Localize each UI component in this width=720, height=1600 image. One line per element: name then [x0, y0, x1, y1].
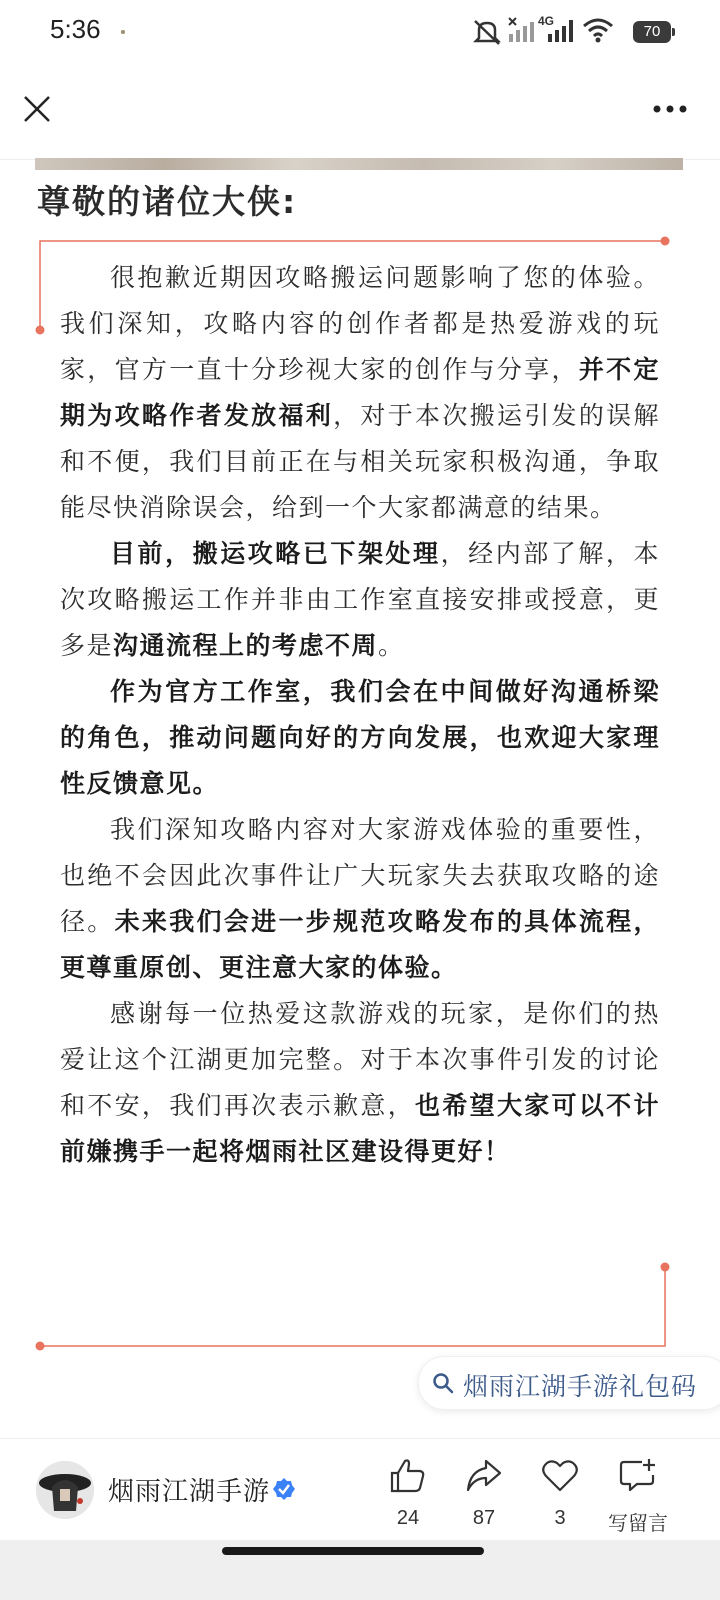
- account-name[interactable]: 烟雨江湖手游: [108, 1477, 271, 1507]
- favorite-count: 3: [554, 1507, 566, 1529]
- paragraph-bold-text: 沟通流程上的考虑不周: [113, 631, 379, 660]
- paragraph-text: 感谢每一位热爱这款游戏的玩家，是你们的热爱让这个江湖更加完整。对于本次事件引发的讨论和不安，我们再次表示歉意，: [60, 999, 660, 1120]
- avatar-image: [36, 1461, 94, 1519]
- like-count: 24: [396, 1507, 420, 1529]
- comment-label: 写留言: [608, 1513, 668, 1535]
- share-icon: [464, 1457, 504, 1495]
- paragraph-bold-text: 未来我们会进一步规范攻略发布的具体流程，更尊重原创、更注意大家的体验。: [60, 907, 660, 982]
- article-paragraph: [60, 807, 660, 991]
- favorite-button[interactable]: [530, 1457, 590, 1530]
- account-avatar[interactable]: [36, 1461, 94, 1519]
- paragraph-text: 。: [378, 631, 405, 660]
- article-body: [60, 255, 660, 1175]
- share-count: 87: [472, 1507, 496, 1529]
- paragraph-bold-text: 并不定期为攻略作者发放福利: [60, 355, 660, 430]
- article-paragraph: [60, 255, 660, 531]
- paragraph-text: ，对于本次搬运引发的误解和不便，我们目前正在与相关玩家积极沟通，争取能尽快消除误会，给到一个大家都满意的结果。: [60, 401, 660, 522]
- search-suggestion-pill[interactable]: [418, 1356, 720, 1410]
- comment-button[interactable]: [596, 1457, 680, 1536]
- verified-badge-icon: [272, 1477, 296, 1501]
- share-button[interactable]: [454, 1457, 514, 1530]
- network-type: 4G: [538, 14, 555, 28]
- comment-add-icon: [618, 1457, 658, 1495]
- paragraph-text: 很抱歉近期因攻略搬运问题影响了您的体验。我们深知，攻略内容的创作者都是热爱游戏的玩家，官方一直十分珍视大家的创作与分享，: [60, 263, 660, 384]
- paragraph-bold-text: 也希望大家可以不计前嫌携手一起将烟雨社区建设得更好！: [60, 1091, 660, 1166]
- paragraph-text: 我们深知攻略内容对大家游戏体验的重要性，也绝不会因此次事件让广大玩家失去获取攻略的途径。: [60, 815, 660, 936]
- search-icon: [431, 1371, 455, 1395]
- article-heading: 尊敬的诸位大侠:: [37, 182, 298, 221]
- paragraph-bold-text: 作为官方工作室，我们会在中间做好沟通桥梁的角色，推动问题向好的方向发展，也欢迎大家理性反馈意见。: [60, 677, 660, 798]
- home-indicator[interactable]: [222, 1547, 484, 1555]
- heart-icon: [540, 1457, 580, 1495]
- status-time: 5:36: [50, 14, 101, 44]
- article-paragraph: [60, 531, 660, 669]
- thumbs-up-icon: [388, 1457, 428, 1495]
- article-paragraph: [60, 669, 660, 807]
- battery-icon: 70: [633, 21, 671, 43]
- search-suggestion-label: 烟雨江湖手游礼包码: [463, 1372, 698, 1401]
- paragraph-bold-text: 目前，搬运攻略已下架处理: [110, 539, 441, 568]
- article-paragraph: [60, 991, 660, 1175]
- like-button[interactable]: [378, 1457, 438, 1530]
- paragraph-text: ，经内部了解，本次攻略搬运工作并非由工作室直接安排或授意，更多是: [60, 539, 660, 660]
